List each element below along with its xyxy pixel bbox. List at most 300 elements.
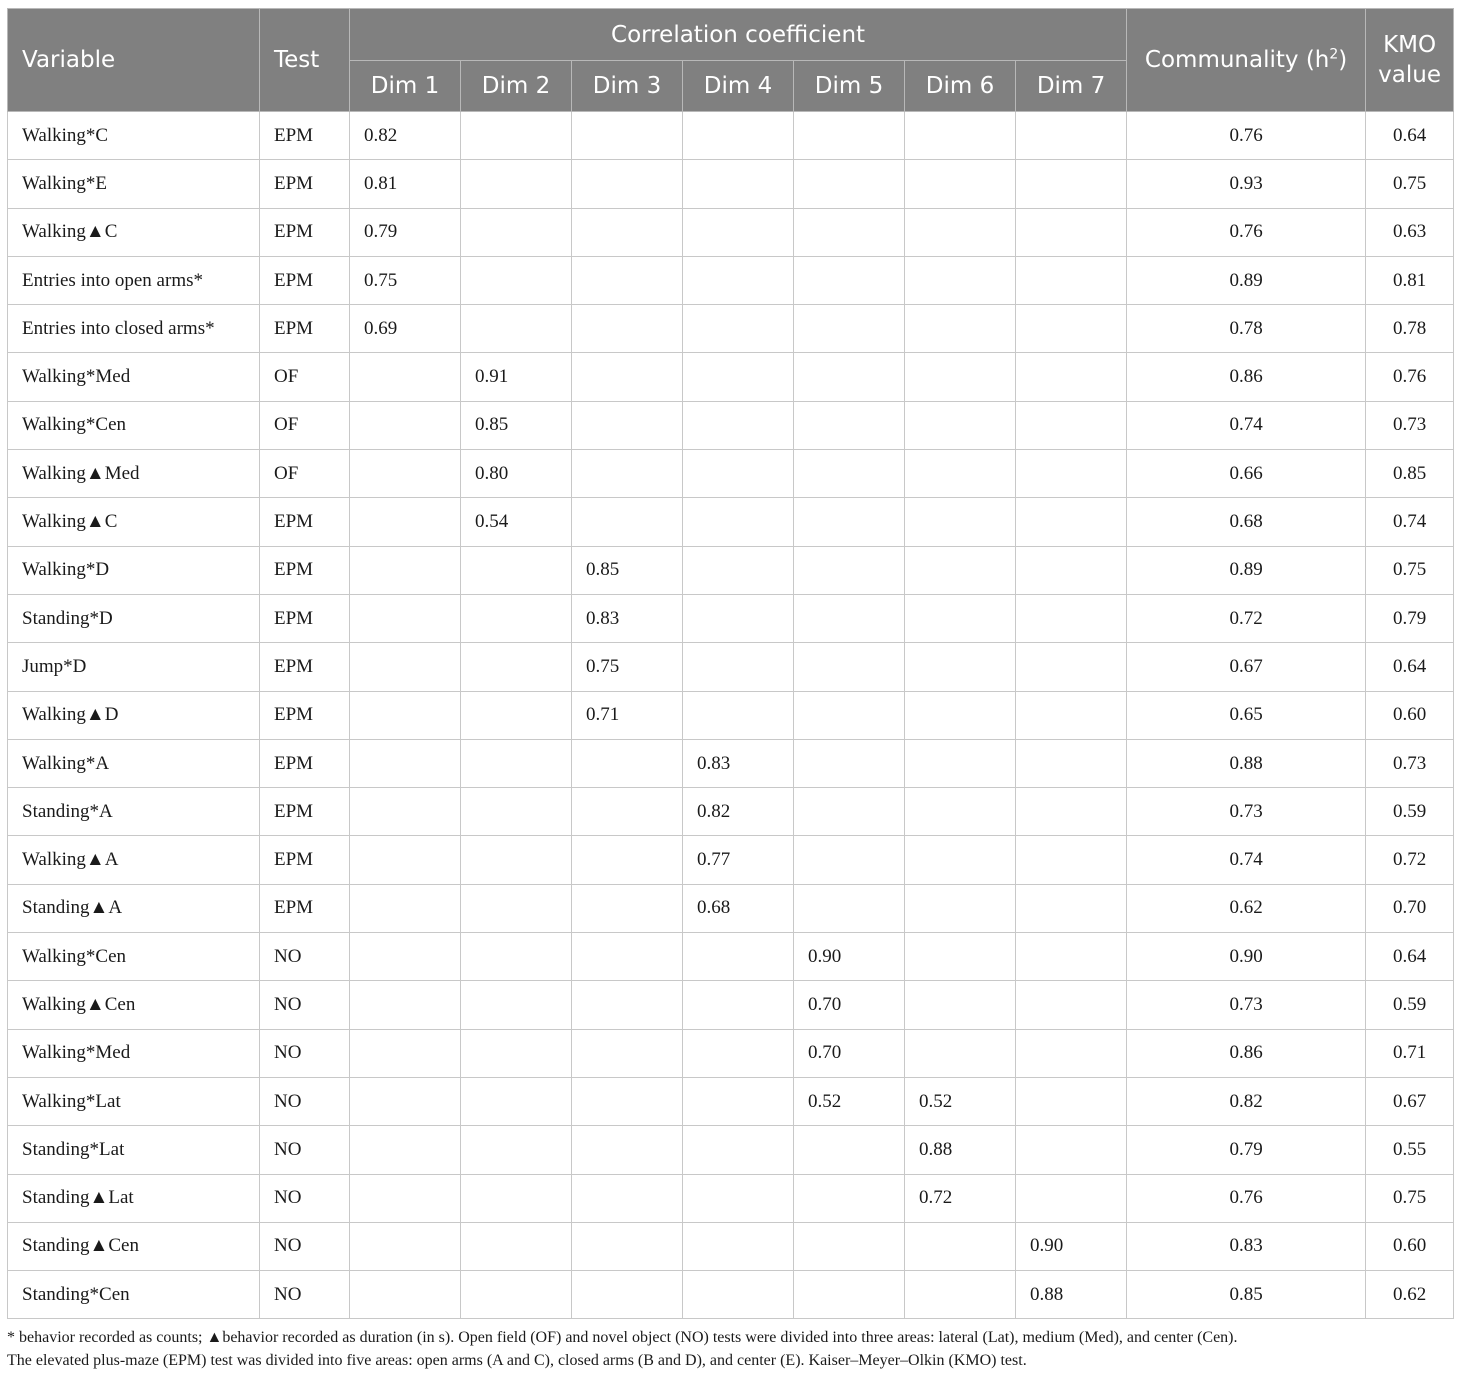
cell-communality: 0.88 (1127, 739, 1366, 787)
cell-communality: 0.74 (1127, 401, 1366, 449)
cell-dim-5 (794, 1126, 905, 1174)
cell-dim-6 (905, 498, 1016, 546)
cell-dim-5 (794, 788, 905, 836)
cell-kmo: 0.60 (1366, 1222, 1454, 1270)
cell-dim-5 (794, 256, 905, 304)
cell-kmo: 0.71 (1366, 1029, 1454, 1077)
cell-dim-6 (905, 933, 1016, 981)
cell-test: NO (260, 1029, 350, 1077)
cell-kmo: 0.85 (1366, 450, 1454, 498)
cell-dim-1 (350, 1126, 461, 1174)
cell-test: EPM (260, 256, 350, 304)
cell-dim-2 (461, 1271, 572, 1319)
cell-variable: Walking*A (8, 739, 260, 787)
cell-communality: 0.89 (1127, 546, 1366, 594)
header-dim-5: Dim 5 (794, 61, 905, 112)
cell-dim-3 (572, 884, 683, 932)
cell-communality: 0.62 (1127, 884, 1366, 932)
cell-variable: Walking▲Cen (8, 981, 260, 1029)
cell-dim-6 (905, 788, 1016, 836)
cell-dim-7 (1016, 112, 1127, 160)
cell-dim-1 (350, 498, 461, 546)
footnote-line-1: * behavior recorded as counts; ▲behavior recorded as duration (in s). Open field (OF) and novel object (NO) tests were divided into three areas: lateral (Lat), medium (Med), and center (Cen). (7, 1329, 1238, 1346)
cell-kmo: 0.64 (1366, 643, 1454, 691)
table-row (8, 739, 1454, 787)
header-dim-3: Dim 3 (572, 61, 683, 112)
cell-dim-2 (461, 208, 572, 256)
cell-dim-2 (461, 981, 572, 1029)
cell-dim-2: 0.80 (461, 450, 572, 498)
cell-dim-6 (905, 256, 1016, 304)
table-row (8, 933, 1454, 981)
cell-dim-5: 0.70 (794, 1029, 905, 1077)
table-body (8, 112, 1454, 1319)
cell-variable: Walking▲A (8, 836, 260, 884)
cell-dim-4 (683, 112, 794, 160)
cell-dim-5 (794, 353, 905, 401)
table-row (8, 836, 1454, 884)
cell-dim-6: 0.72 (905, 1174, 1016, 1222)
cell-dim-1: 0.69 (350, 305, 461, 353)
cell-dim-6 (905, 1029, 1016, 1077)
cell-dim-4 (683, 160, 794, 208)
cell-dim-4 (683, 1029, 794, 1077)
cell-variable: Walking*E (8, 160, 260, 208)
table-row (8, 208, 1454, 256)
cell-dim-7: 0.90 (1016, 1222, 1127, 1270)
cell-test: NO (260, 1271, 350, 1319)
cell-dim-7 (1016, 933, 1127, 981)
factor-analysis-table (7, 8, 1454, 1319)
cell-communality: 0.72 (1127, 594, 1366, 642)
cell-communality: 0.93 (1127, 160, 1366, 208)
cell-dim-4: 0.82 (683, 788, 794, 836)
cell-dim-1: 0.79 (350, 208, 461, 256)
cell-kmo: 0.78 (1366, 305, 1454, 353)
table-row (8, 643, 1454, 691)
cell-dim-1 (350, 546, 461, 594)
cell-dim-6 (905, 884, 1016, 932)
table-row (8, 401, 1454, 449)
cell-dim-4 (683, 256, 794, 304)
cell-communality: 0.67 (1127, 643, 1366, 691)
cell-dim-2 (461, 1126, 572, 1174)
cell-dim-6 (905, 1271, 1016, 1319)
cell-communality: 0.76 (1127, 1174, 1366, 1222)
cell-dim-3 (572, 1126, 683, 1174)
cell-dim-2 (461, 256, 572, 304)
header-variable: Variable (8, 9, 260, 112)
cell-dim-6: 0.52 (905, 1077, 1016, 1125)
table-wrapper (7, 8, 1453, 1319)
cell-dim-1 (350, 643, 461, 691)
cell-test: EPM (260, 884, 350, 932)
cell-dim-5 (794, 112, 905, 160)
cell-dim-4 (683, 1077, 794, 1125)
table-row (8, 981, 1454, 1029)
cell-kmo: 0.79 (1366, 594, 1454, 642)
cell-dim-3 (572, 160, 683, 208)
cell-dim-6 (905, 112, 1016, 160)
cell-test: EPM (260, 739, 350, 787)
cell-test: NO (260, 933, 350, 981)
cell-communality: 0.89 (1127, 256, 1366, 304)
cell-dim-4: 0.68 (683, 884, 794, 932)
cell-dim-7 (1016, 739, 1127, 787)
cell-dim-5: 0.52 (794, 1077, 905, 1125)
table-row (8, 256, 1454, 304)
cell-variable: Standing*D (8, 594, 260, 642)
cell-dim-1 (350, 933, 461, 981)
cell-dim-1 (350, 1029, 461, 1077)
cell-dim-1 (350, 1077, 461, 1125)
cell-dim-3 (572, 1077, 683, 1125)
cell-dim-6 (905, 353, 1016, 401)
cell-kmo: 0.55 (1366, 1126, 1454, 1174)
cell-dim-7 (1016, 546, 1127, 594)
cell-variable: Entries into closed arms* (8, 305, 260, 353)
cell-test: EPM (260, 546, 350, 594)
cell-test: NO (260, 1174, 350, 1222)
cell-dim-3 (572, 1271, 683, 1319)
cell-dim-4 (683, 691, 794, 739)
cell-dim-4 (683, 401, 794, 449)
cell-dim-3 (572, 739, 683, 787)
cell-dim-5 (794, 1222, 905, 1270)
cell-communality: 0.76 (1127, 208, 1366, 256)
cell-dim-7 (1016, 498, 1127, 546)
table-row (8, 112, 1454, 160)
cell-variable: Walking▲D (8, 691, 260, 739)
cell-dim-3 (572, 836, 683, 884)
cell-dim-3 (572, 788, 683, 836)
cell-dim-7 (1016, 884, 1127, 932)
cell-communality: 0.78 (1127, 305, 1366, 353)
cell-variable: Walking▲Med (8, 450, 260, 498)
table-row (8, 1271, 1454, 1319)
cell-communality: 0.66 (1127, 450, 1366, 498)
cell-dim-5 (794, 1271, 905, 1319)
cell-kmo: 0.81 (1366, 256, 1454, 304)
cell-dim-3 (572, 1029, 683, 1077)
cell-dim-6 (905, 305, 1016, 353)
cell-dim-1 (350, 836, 461, 884)
cell-dim-7: 0.88 (1016, 1271, 1127, 1319)
cell-dim-3 (572, 256, 683, 304)
cell-dim-2 (461, 546, 572, 594)
cell-dim-5 (794, 884, 905, 932)
cell-variable: Walking▲C (8, 208, 260, 256)
cell-dim-1 (350, 884, 461, 932)
cell-dim-1 (350, 1271, 461, 1319)
cell-dim-4 (683, 1174, 794, 1222)
cell-dim-2: 0.91 (461, 353, 572, 401)
cell-communality: 0.86 (1127, 353, 1366, 401)
cell-dim-1 (350, 739, 461, 787)
cell-kmo: 0.75 (1366, 546, 1454, 594)
cell-test: EPM (260, 160, 350, 208)
cell-variable: Walking*Med (8, 1029, 260, 1077)
cell-kmo: 0.70 (1366, 884, 1454, 932)
header-dim-4: Dim 4 (683, 61, 794, 112)
cell-dim-4 (683, 208, 794, 256)
cell-test: NO (260, 1126, 350, 1174)
cell-test: OF (260, 353, 350, 401)
cell-dim-4 (683, 1126, 794, 1174)
cell-dim-3: 0.85 (572, 546, 683, 594)
cell-kmo: 0.64 (1366, 112, 1454, 160)
cell-dim-2 (461, 691, 572, 739)
header-test: Test (260, 9, 350, 112)
cell-kmo: 0.72 (1366, 836, 1454, 884)
cell-kmo: 0.62 (1366, 1271, 1454, 1319)
cell-variable: Standing▲Cen (8, 1222, 260, 1270)
cell-dim-2 (461, 739, 572, 787)
table-row (8, 1222, 1454, 1270)
cell-communality: 0.86 (1127, 1029, 1366, 1077)
cell-dim-2 (461, 160, 572, 208)
cell-variable: Walking*C (8, 112, 260, 160)
cell-kmo: 0.73 (1366, 401, 1454, 449)
cell-dim-5 (794, 546, 905, 594)
cell-dim-2 (461, 836, 572, 884)
cell-dim-7 (1016, 691, 1127, 739)
cell-communality: 0.82 (1127, 1077, 1366, 1125)
cell-dim-2 (461, 1029, 572, 1077)
cell-dim-4 (683, 594, 794, 642)
table-row (8, 884, 1454, 932)
cell-dim-1 (350, 691, 461, 739)
cell-dim-7 (1016, 305, 1127, 353)
cell-dim-7 (1016, 1077, 1127, 1125)
table-row (8, 1174, 1454, 1222)
cell-dim-7 (1016, 1126, 1127, 1174)
cell-communality: 0.85 (1127, 1271, 1366, 1319)
cell-dim-2 (461, 643, 572, 691)
cell-dim-7 (1016, 643, 1127, 691)
cell-dim-4 (683, 305, 794, 353)
cell-dim-7 (1016, 401, 1127, 449)
cell-variable: Walking*Cen (8, 933, 260, 981)
cell-dim-4 (683, 933, 794, 981)
cell-kmo: 0.64 (1366, 933, 1454, 981)
table-row (8, 450, 1454, 498)
cell-dim-1: 0.82 (350, 112, 461, 160)
cell-dim-1: 0.75 (350, 256, 461, 304)
cell-dim-6 (905, 1222, 1016, 1270)
cell-dim-3 (572, 933, 683, 981)
cell-dim-3 (572, 1222, 683, 1270)
footnote-line-2: The elevated plus-maze (EPM) test was divided into five areas: open arms (A and C), closed arms (B and D), and center (E). Kaiser–Meyer–Olkin (KMO) test. (7, 1352, 1027, 1369)
cell-dim-6 (905, 160, 1016, 208)
cell-dim-7 (1016, 594, 1127, 642)
cell-dim-6: 0.88 (905, 1126, 1016, 1174)
cell-variable: Entries into open arms* (8, 256, 260, 304)
header-dim-6: Dim 6 (905, 61, 1016, 112)
cell-dim-4 (683, 981, 794, 1029)
table-row (8, 1126, 1454, 1174)
cell-dim-2 (461, 305, 572, 353)
cell-dim-6 (905, 546, 1016, 594)
cell-dim-7 (1016, 353, 1127, 401)
cell-kmo: 0.59 (1366, 981, 1454, 1029)
table-row (8, 546, 1454, 594)
cell-dim-6 (905, 208, 1016, 256)
header-kmo-value: KMO value (1366, 9, 1454, 112)
cell-dim-6 (905, 643, 1016, 691)
cell-kmo: 0.74 (1366, 498, 1454, 546)
cell-dim-5 (794, 1174, 905, 1222)
cell-dim-5 (794, 691, 905, 739)
cell-dim-4 (683, 546, 794, 594)
cell-dim-2 (461, 884, 572, 932)
table-footnote (7, 1326, 1453, 1372)
cell-dim-1 (350, 1222, 461, 1270)
cell-variable: Walking*Cen (8, 401, 260, 449)
cell-kmo: 0.63 (1366, 208, 1454, 256)
cell-test: EPM (260, 498, 350, 546)
cell-kmo: 0.60 (1366, 691, 1454, 739)
cell-dim-2: 0.54 (461, 498, 572, 546)
cell-variable: Jump*D (8, 643, 260, 691)
cell-test: EPM (260, 594, 350, 642)
cell-communality: 0.79 (1127, 1126, 1366, 1174)
cell-dim-2 (461, 1077, 572, 1125)
cell-dim-3 (572, 401, 683, 449)
cell-dim-2 (461, 1174, 572, 1222)
cell-dim-3: 0.71 (572, 691, 683, 739)
cell-dim-7 (1016, 1174, 1127, 1222)
cell-dim-4 (683, 643, 794, 691)
header-dim-7: Dim 7 (1016, 61, 1127, 112)
cell-kmo: 0.75 (1366, 1174, 1454, 1222)
table-row (8, 1029, 1454, 1077)
cell-dim-7 (1016, 788, 1127, 836)
cell-kmo: 0.75 (1366, 160, 1454, 208)
cell-variable: Walking*Lat (8, 1077, 260, 1125)
cell-dim-1: 0.81 (350, 160, 461, 208)
cell-dim-5 (794, 836, 905, 884)
cell-variable: Standing*A (8, 788, 260, 836)
cell-kmo: 0.76 (1366, 353, 1454, 401)
cell-dim-6 (905, 739, 1016, 787)
cell-dim-7 (1016, 981, 1127, 1029)
cell-dim-2 (461, 933, 572, 981)
cell-dim-6 (905, 401, 1016, 449)
cell-dim-3 (572, 498, 683, 546)
cell-dim-5 (794, 305, 905, 353)
cell-dim-2 (461, 788, 572, 836)
cell-variable: Walking*D (8, 546, 260, 594)
cell-dim-5 (794, 643, 905, 691)
cell-dim-1 (350, 788, 461, 836)
table-row (8, 305, 1454, 353)
header-communality: Communality $(h^2)$ (1127, 9, 1366, 112)
cell-variable: Standing*Cen (8, 1271, 260, 1319)
cell-dim-1 (350, 1174, 461, 1222)
cell-kmo: 0.59 (1366, 788, 1454, 836)
cell-dim-3: 0.83 (572, 594, 683, 642)
header-dim-1: Dim 1 (350, 61, 461, 112)
cell-dim-3: 0.75 (572, 643, 683, 691)
cell-communality: 0.65 (1127, 691, 1366, 739)
cell-communality: 0.76 (1127, 112, 1366, 160)
header-correlation-coefficient: Correlation coefficient (350, 9, 1127, 61)
cell-dim-5 (794, 594, 905, 642)
cell-dim-6 (905, 450, 1016, 498)
cell-variable: Standing*Lat (8, 1126, 260, 1174)
cell-communality: 0.73 (1127, 981, 1366, 1029)
cell-dim-6 (905, 981, 1016, 1029)
cell-variable: Standing▲Lat (8, 1174, 260, 1222)
cell-dim-7 (1016, 208, 1127, 256)
cell-test: NO (260, 981, 350, 1029)
cell-test: EPM (260, 208, 350, 256)
cell-test: EPM (260, 836, 350, 884)
cell-communality: 0.68 (1127, 498, 1366, 546)
cell-test: OF (260, 450, 350, 498)
cell-dim-6 (905, 691, 1016, 739)
cell-dim-3 (572, 353, 683, 401)
cell-dim-1 (350, 353, 461, 401)
cell-dim-5 (794, 208, 905, 256)
cell-dim-5 (794, 160, 905, 208)
cell-dim-5 (794, 401, 905, 449)
table-row (8, 691, 1454, 739)
table-row (8, 353, 1454, 401)
cell-dim-3 (572, 112, 683, 160)
cell-test: EPM (260, 112, 350, 160)
cell-dim-1 (350, 450, 461, 498)
cell-dim-4 (683, 450, 794, 498)
cell-test: NO (260, 1077, 350, 1125)
cell-dim-7 (1016, 450, 1127, 498)
cell-dim-3 (572, 305, 683, 353)
table-row (8, 788, 1454, 836)
cell-dim-4 (683, 1222, 794, 1270)
cell-variable: Walking▲C (8, 498, 260, 546)
cell-dim-4 (683, 1271, 794, 1319)
header-row-1 (8, 9, 1454, 61)
cell-dim-3 (572, 450, 683, 498)
cell-dim-2: 0.85 (461, 401, 572, 449)
cell-dim-7 (1016, 160, 1127, 208)
cell-dim-7 (1016, 836, 1127, 884)
cell-communality: 0.73 (1127, 788, 1366, 836)
cell-dim-4: 0.83 (683, 739, 794, 787)
cell-dim-4: 0.77 (683, 836, 794, 884)
table-row (8, 498, 1454, 546)
cell-dim-2 (461, 112, 572, 160)
table-row (8, 160, 1454, 208)
cell-dim-4 (683, 353, 794, 401)
cell-communality: 0.83 (1127, 1222, 1366, 1270)
cell-test: EPM (260, 788, 350, 836)
cell-variable: Walking*Med (8, 353, 260, 401)
cell-dim-7 (1016, 1029, 1127, 1077)
cell-dim-5: 0.90 (794, 933, 905, 981)
table-row (8, 594, 1454, 642)
cell-dim-6 (905, 594, 1016, 642)
table-row (8, 1077, 1454, 1125)
cell-dim-5 (794, 498, 905, 546)
cell-test: NO (260, 1222, 350, 1270)
cell-dim-7 (1016, 256, 1127, 304)
cell-kmo: 0.67 (1366, 1077, 1454, 1125)
cell-dim-3 (572, 981, 683, 1029)
header-dim-2: Dim 2 (461, 61, 572, 112)
cell-dim-3 (572, 208, 683, 256)
